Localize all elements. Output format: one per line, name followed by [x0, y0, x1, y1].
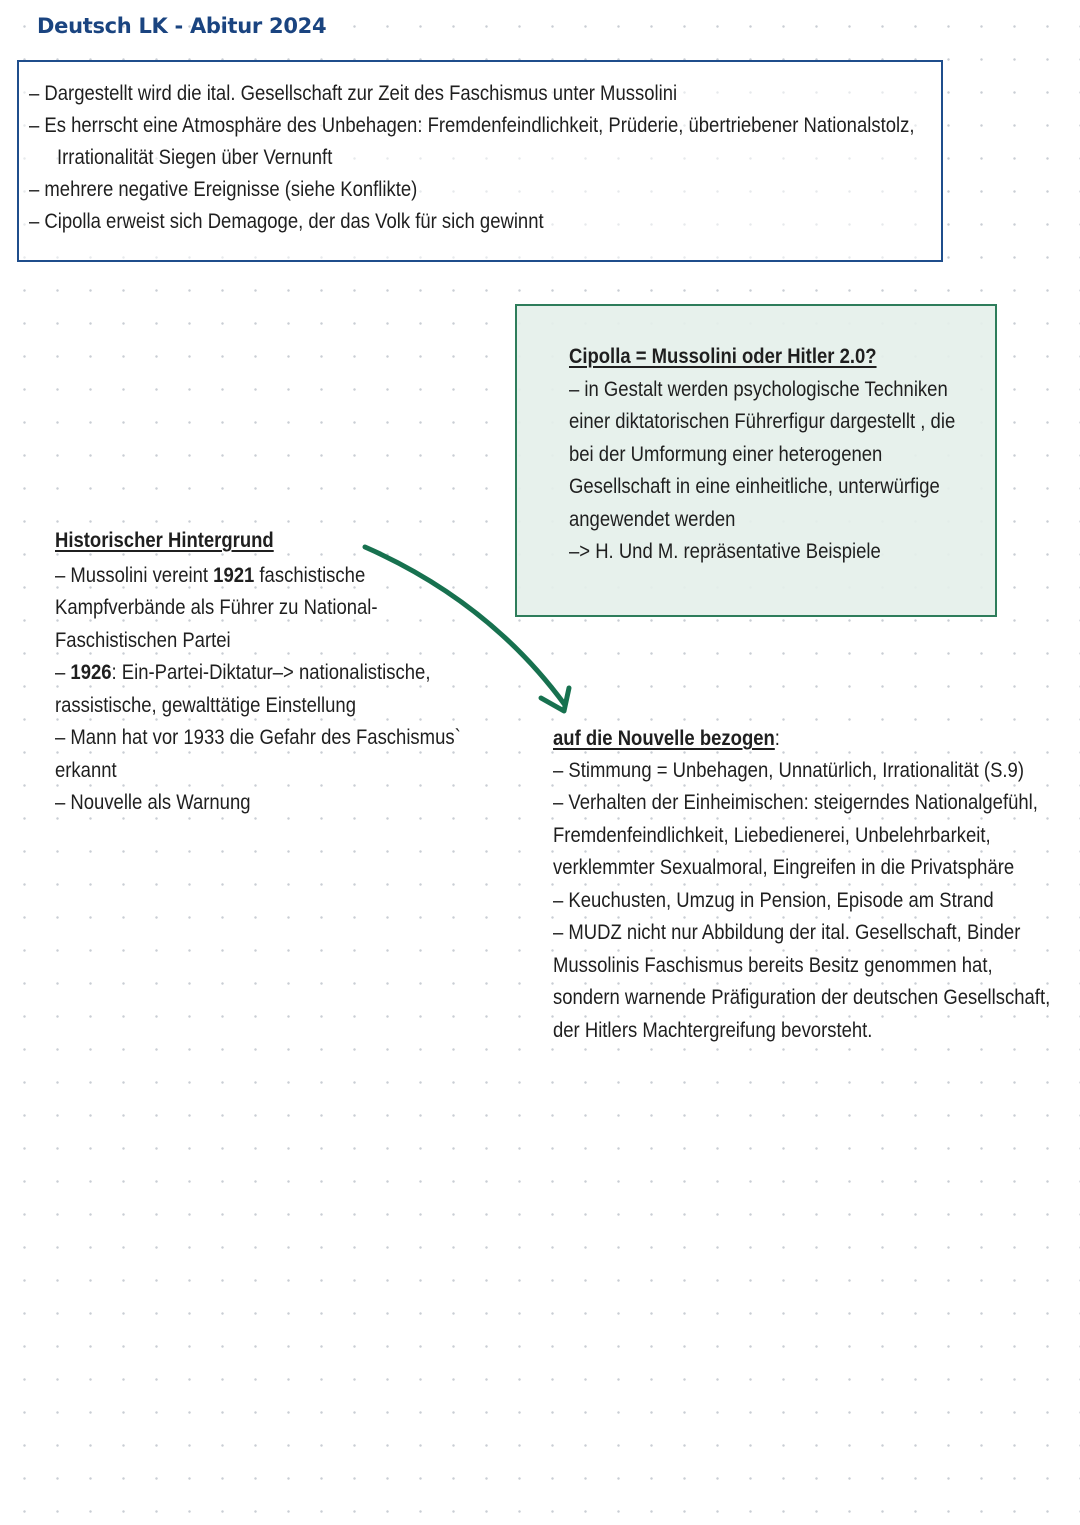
historical-line: Kampfverbände als Führer zu National-: [55, 596, 378, 619]
historical-line: erkannt: [55, 759, 117, 782]
cipolla-box-title: Cipolla = Mussolini oder Hitler 2.0?: [569, 345, 877, 368]
novelle-line: – Stimmung = Unbehagen, Unnatürlich, Irrationalität (S.9): [553, 759, 1024, 782]
novelle-section: [553, 722, 1080, 1052]
cipolla-box-line: einer diktatorischen Führerfigur dargestellt , die: [569, 410, 956, 433]
novelle-line: sondern warnende Präfiguration der deutschen Gesellschaft,: [553, 986, 1051, 1009]
historical-line: Faschistischen Partei: [55, 629, 231, 652]
summary-line: – Es herrscht eine Atmosphäre des Unbehagen: Fremdenfeindlichkeit, Prüderie, übertriebener Nationalstolz,: [29, 114, 915, 137]
historical-line: – Mann hat vor 1933 die Gefahr des Faschismus`: [55, 726, 461, 749]
cipolla-box-line: Gesellschaft in eine einheitliche, unterwürfige: [569, 475, 940, 498]
summary-line: – Cipolla erweist sich Demagoge, der das Volk für sich gewinnt: [29, 210, 544, 233]
novelle-line: verklemmter Sexualmoral, Eingreifen in die Privatsphäre: [553, 856, 1015, 879]
novelle-line: Mussolinis Faschismus bereits Besitz genommen hat,: [553, 954, 993, 977]
historical-line: rassistische, gewalttätige Einstellung: [55, 694, 356, 717]
cipolla-box-line: angewendet werden: [569, 508, 736, 531]
cipolla-box-line: –> H. Und M. repräsentative Beispiele: [569, 540, 881, 563]
summary-line: – mehrere negative Ereignisse (siehe Konflikte): [29, 178, 418, 201]
novelle-title: auf die Nouvelle bezogen:: [553, 727, 780, 750]
novelle-line: der Hitlers Machtergreifung bevorsteht.: [553, 1019, 873, 1042]
historical-title: Historischer Hintergrund: [55, 529, 274, 552]
novelle-line: – MUDZ nicht nur Abbildung der ital. Gesellschaft, Binder: [553, 921, 1021, 944]
summary-line: – Dargestellt wird die ital. Gesellschaft zur Zeit des Faschismus unter Mussolini: [29, 82, 678, 105]
novelle-line: Fremdenfeindlichkeit, Liebedienerei, Unbelehrbarkeit,: [553, 824, 991, 847]
historical-line: – 1926: Ein-Partei-Diktatur–> nationalistische,: [55, 661, 431, 684]
historical-line: – Nouvelle als Warnung: [55, 791, 251, 814]
historical-line: – Mussolini vereint 1921 faschistische: [55, 564, 366, 587]
summary-line: Irrationalität Siegen über Vernunft: [57, 146, 333, 169]
cipolla-box-line: bei der Umformung einer heterogenen: [569, 443, 883, 466]
novelle-line: – Verhalten der Einheimischen: steigerndes Nationalgefühl,: [553, 791, 1038, 814]
novelle-line: – Keuchusten, Umzug in Pension, Episode am Strand: [553, 889, 994, 912]
summary-box: [17, 60, 943, 262]
curved-arrow-icon: [350, 535, 590, 725]
cipolla-box-line: – in Gestalt werden psychologische Techniken: [569, 378, 948, 401]
page-title: Deutsch LK - Abitur 2024: [37, 14, 327, 38]
